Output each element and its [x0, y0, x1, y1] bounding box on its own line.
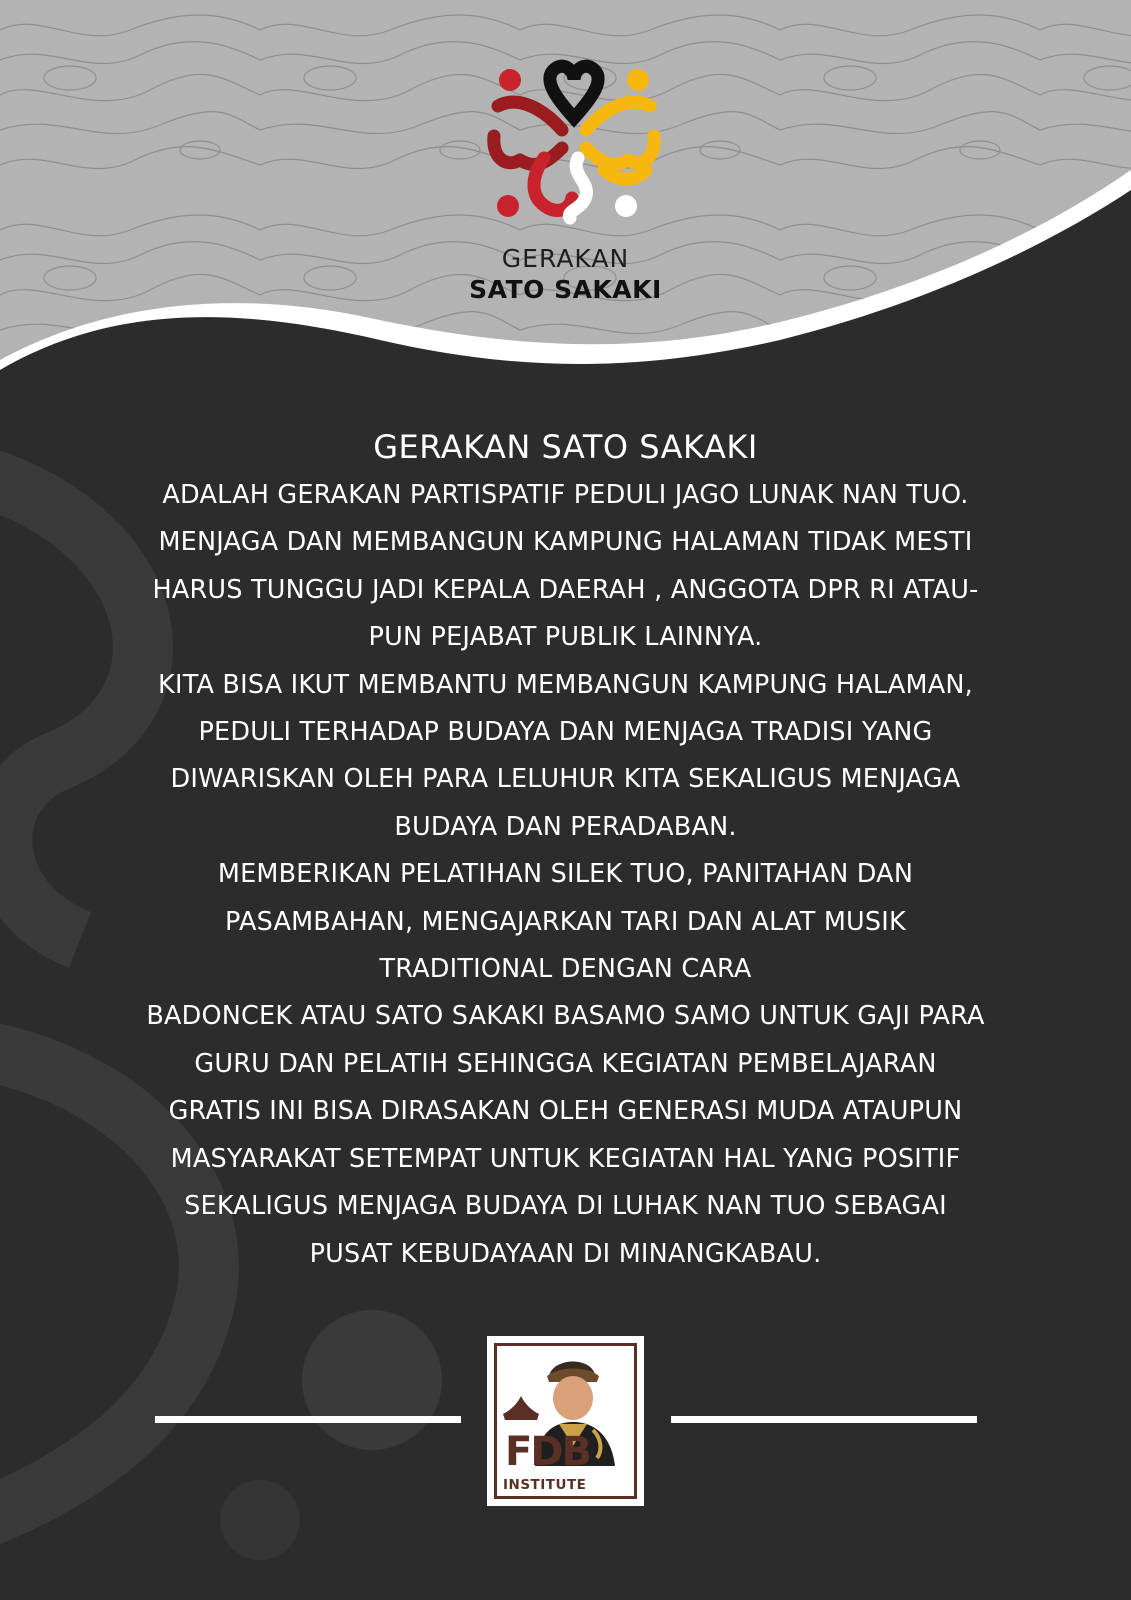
body-line: GURU DAN PELATIH SEHINGGA KEGIATAN PEMBELAJARAN [194, 1048, 937, 1079]
badge-subtitle: INSTITUTE [503, 1477, 587, 1493]
body-line: MEMBERIKAN PELATIHAN SILEK TUO, PANITAHAN DAN [217, 859, 914, 890]
body-line: ADALAH GERAKAN PARTISPATIF PEDULI JAGO LUNAK NAN TUO. [162, 480, 969, 510]
body-line: MASYARAKAT SETEMPAT UNTUK KEGIATAN HAL YANG POSITIF [170, 1143, 961, 1174]
body-line: KITA BISA IKUT MEMBANTU MEMBANGUN KAMPUNG HALAMAN, [158, 669, 973, 700]
divider-right [671, 1416, 977, 1423]
body-line: MENJAGA DAN MEMBANGUN KAMPUNG HALAMAN TIDAK MESTI [158, 527, 973, 558]
body-line: HARUS TUNGGU JADI KEPALA DAERAH , ANGGOTA DPR RI ATAU- [152, 574, 979, 605]
body-line: BUDAYA DAN PERADABAN. [394, 811, 737, 842]
brand-name-line1: GERAKAN [501, 244, 630, 273]
body-line: PUN PEJABAT PUBLIK LAINNYA. [368, 622, 763, 653]
badge-title: FDB [505, 1429, 591, 1475]
body-line: GRATIS INI BISA DIRASAKAN OLEH GENERASI MUDA ATAUPUN [168, 1096, 963, 1127]
body-line: DIWARISKAN OLEH PARA LELUHUR KITA SEKALIGUS MENJAGA [170, 764, 961, 795]
fdb-institute-badge [487, 1336, 644, 1506]
body-line: PEDULI TERHADAP BUDAYA DAN MENJAGA TRADISI YANG [198, 717, 933, 748]
body-line: PUSAT KEBUDAYAAN DI MINANGKABAU. [309, 1238, 822, 1269]
description-block [60, 426, 1071, 1278]
headline: GERAKAN SATO SAKAKI [373, 428, 758, 466]
body-line: SEKALIGUS MENJAGA BUDAYA DI LUHAK NAN TUO SEBAGAI [184, 1191, 947, 1222]
sato-sakaki-logo [486, 58, 662, 228]
brand-name-line2: SATO SAKAKI [469, 275, 662, 304]
body-line: BADONCEK ATAU SATO SAKAKI BASAMO SAMO UNTUK GAJI PARA [146, 1001, 985, 1032]
divider-left [155, 1416, 461, 1423]
body-line: TRADITIONAL DENGAN CARA [379, 954, 752, 985]
body-line: PASAMBAHAN, MENGAJARKAN TARI DAN ALAT MUSIK [225, 906, 906, 937]
